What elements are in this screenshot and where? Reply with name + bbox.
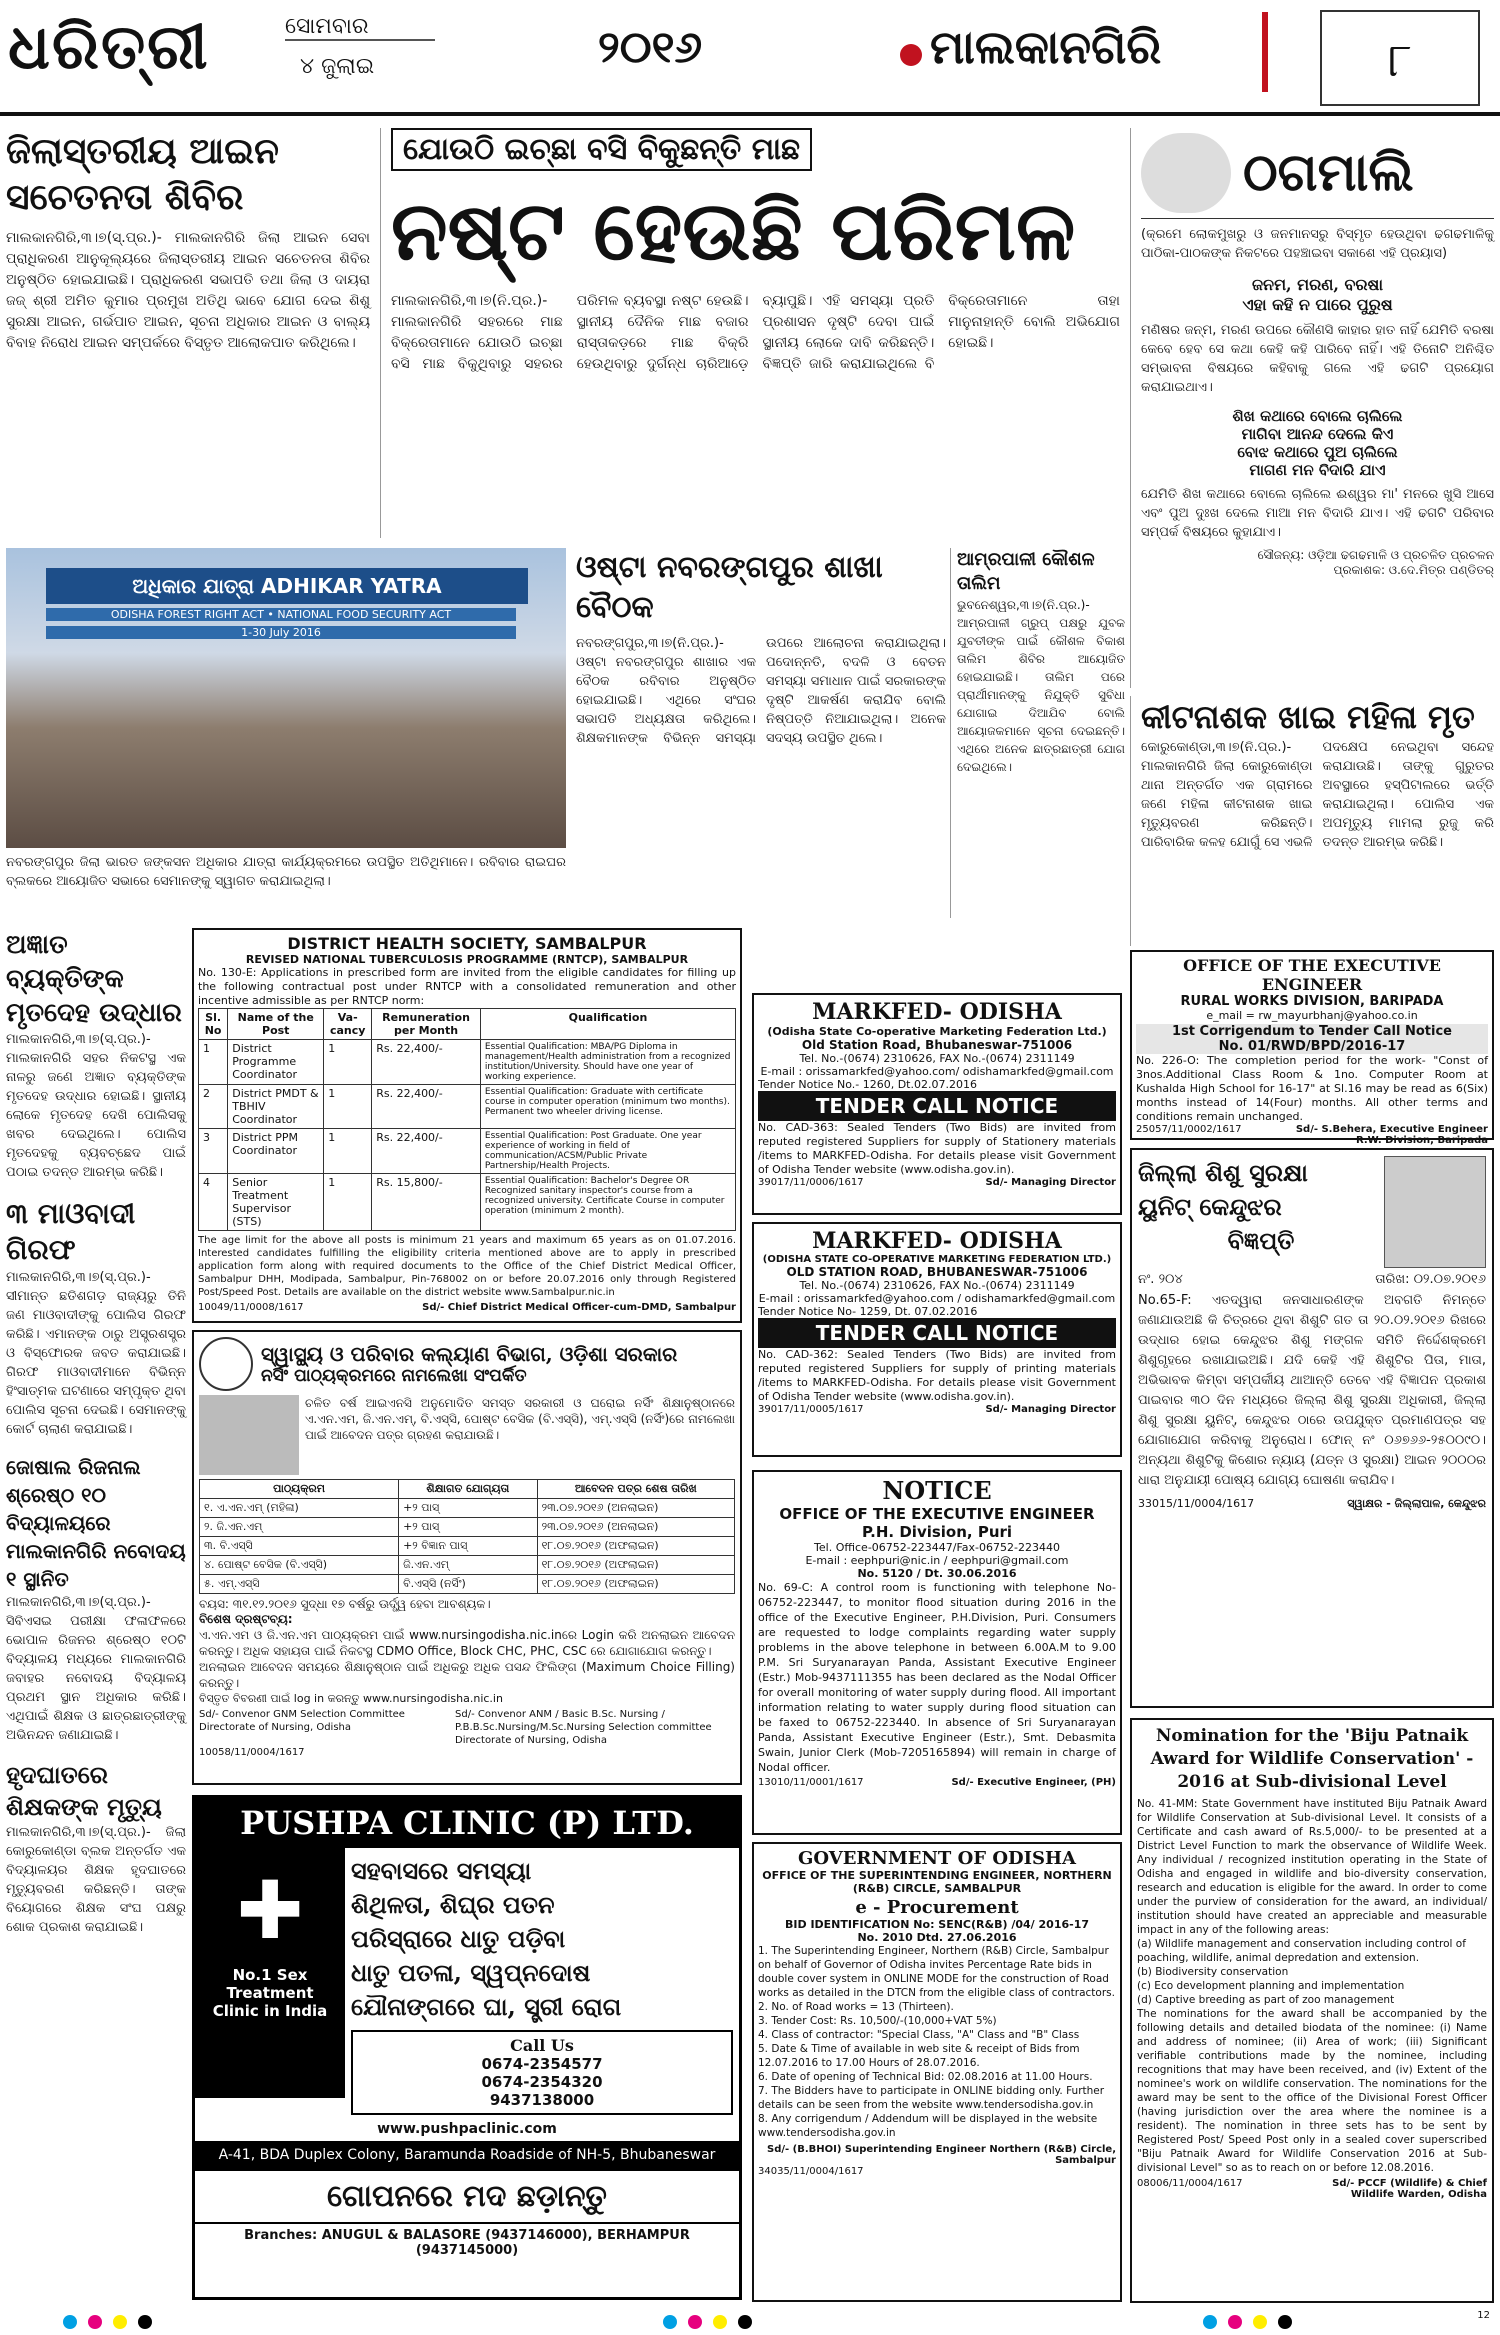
table-cell: ଜି.ଏନ.ଏମ୍ — [399, 1556, 538, 1575]
ad-title: MARKFED- ODISHA — [812, 999, 1062, 1025]
ad-area-item: (a) Wildlife management and conservation including control of poaching, wildlife, animal depredation and extension. — [1137, 1938, 1466, 1964]
ad-item: 5. Date & Time of available in web site & receipt of Bids from 12.07.2016 to 17.00 Hours of 28.07.2016. — [758, 2043, 1080, 2069]
ad-area-item: (b) Biodiversity conservation — [1137, 1966, 1289, 1978]
table-row — [200, 1556, 735, 1575]
table-header: ପାଠ୍ୟକ୍ରମ — [200, 1480, 399, 1499]
table-cell: District PPM Coordinator — [228, 1129, 324, 1174]
ad-ref: 25057/11/0002/1617 — [1136, 1124, 1242, 1135]
table-cell: Rs. 15,800/- — [372, 1174, 481, 1231]
verse-line: ଶିଖ କଥାରେ ବୋଲେ ଚାଲିଲେ — [1232, 407, 1403, 425]
table-cell: District PMDT & TBHIV Coordinator — [228, 1085, 324, 1129]
ad-child-protection-keonjhar — [1130, 1148, 1494, 1708]
ad-signature: Sd/- Managing Director — [985, 1177, 1116, 1188]
ad-footer: The age limit for the above all posts is minimum 21 years and maximum 65 years as on 01.07.2016. Interested candidates fulfilling the eligibility criteria mentioned above are to apply in prescribed application form along with required documents to the Office of the Chief District Medical Officer, Sambalpur DHH, Modipada, Sambalpur, Pin-768002 on or before 20.07.2016 only through Registered Post/Speed Post. Details are available on the district website www.Sambalpur.nic.in — [198, 1235, 736, 1298]
table-cell: Essential Qualification: MBA/PG Diploma in management/Health administration from a recognized institution/University. Should have one year of working experience. — [480, 1040, 735, 1085]
table-cell: +୨ ବିଜ୍ଞାନ ପାସ୍ — [399, 1537, 538, 1556]
table-row — [199, 1085, 736, 1129]
ad-subtitle: (ODISHA STATE CO-OPERATIVE MARKETING FEDERATION LTD.) — [762, 1254, 1112, 1265]
yellow-swatch-icon — [1253, 2315, 1267, 2329]
ad-notice-number: No. 5120 / Dt. 30.06.2016 — [857, 1567, 1017, 1580]
yellow-swatch-icon — [713, 2315, 727, 2329]
newspaper-logo: ଧରିତ୍ରୀ — [8, 10, 210, 83]
table-cell: District Programme Coordinator — [228, 1040, 324, 1085]
ad-intro: No. 130-E: Applications in prescribed form are invited from the eligible candidates for filling up the following contractual post under RNTCP with a consolidated remuneration and other incentive admissible as per RNTCP norm: — [198, 966, 736, 1007]
table-header: ଶିକ୍ଷାଗତ ଯୋଗ୍ୟତା — [399, 1480, 538, 1499]
table-cell: Senior Treatment Supervisor (STS) — [228, 1174, 324, 1231]
story-headline: କୀଟନାଶକ ଖାଇ ମହିଳା ମୃତ — [1141, 698, 1475, 736]
ad-notice-number: No. 01/RWD/BPD/2016-17 — [1136, 1039, 1488, 1054]
ad-note-2: ଅନଲାଇନ ଆବେଦନ ସମୟରେ ଶିକ୍ଷାନୁଷ୍ଠାନ ପାଇଁ ଅଧିକରୁ ଅଧିକ ପସନ୍ଦ ଫିଲିଙ୍ଗ (Maximum Choice Filling) କରନ୍ତୁ। — [199, 1660, 735, 1690]
ad-address: OLD STATION ROAD, BHUBANESWAR-751006 — [786, 1265, 1088, 1279]
table-cell: ୧୮.୦୭.୨୦୧୬ (ଅଫଲାଇନ) — [537, 1575, 734, 1594]
ad-signature: Sd/- Managing Director — [985, 1404, 1116, 1415]
magenta-swatch-icon — [1228, 2315, 1242, 2329]
ad-heading: e - Procurement — [855, 1897, 1019, 1918]
story-headline: ୩ ମାଓବାଦୀ ଗିରଫ — [6, 1197, 136, 1266]
table-cell: ୧. ଏ.ଏନ.ଏମ୍ (ମହିଳା) — [200, 1499, 399, 1518]
story-fish — [380, 128, 1120, 538]
ad-body: No. CAD-362: Sealed Tenders (Two Bids) are invited from reputed registered Suppliers for supply of printing materials /items to MARKFED-Odisha. For details please visit Government of Odisha Tender website (www.odisha.gov.in). — [758, 1348, 1116, 1403]
column-publisher: ପ୍ରକାଶକ: ଓ.ଦେ.ମିତ୍ର ପଣ୍ଡିତର୍ — [1333, 563, 1494, 577]
odisha-emblem-icon — [199, 1337, 253, 1391]
registration-strip — [0, 2308, 1500, 2335]
story-headline: ହୃଦଘାତରେ ଶିକ୍ଷକଙ୍କ ମୃତ୍ୟୁ — [6, 1760, 162, 1821]
table-cell: ୧୮.୦୭.୨୦୧୬ (ଅଫଲାଇନ) — [537, 1556, 734, 1575]
ad-heading: TENDER CALL NOTICE — [758, 1091, 1116, 1121]
ad-phone: Tel. No.-(0674) 2310626, FAX No.-(0674) 2311149 — [799, 1279, 1075, 1292]
column-intro: (କ୍ରମେ ଲୋକମୁଖରୁ ଓ ଜନମାନସରୁ ବିସ୍ମୃତ ହେଉଥିବା ଢଗଢମାଳିକୁ ପାଠିକା-ପାଠକଙ୍କ ନିକଟରେ ପହଞ୍ଚାଇବା ସକାଶେ ଏହି ପ୍ରୟାସ) — [1141, 227, 1494, 261]
table-cell: ୧୮.୦୭.୨୦୧୬ (ଅଫଲାଇନ) — [537, 1537, 734, 1556]
ad-heading: 1st Corrigendum to Tender Call Notice — [1136, 1024, 1488, 1039]
cyan-swatch-icon — [1203, 2315, 1217, 2329]
table-cell: Essential Qualification: Bachelor's Degree OR Recognized sanitary inspector's course from a recognized university. Certificate Course in computer operation (minimum 2 month). — [480, 1174, 735, 1231]
ad-body: No.65-F: ଏତଦ୍ୱାରା ଜନସାଧାରଣଙ୍କ ଅବଗତି ନିମନ୍ତେ ଜଣାଯାଉଅଛି କି ଚିତ୍ରରେ ଥିବା ଶିଶୁଟି ଗତ ତା ୨୦.୦୨.୨୦୧୬ ରିଖରେ ଉଦ୍ଧାର ହୋଇ କେନ୍ଦୁଝର ଶିଶୁ ମଙ୍ଗଳ ସମିତି ନିର୍ଦ୍ଦେଶକ୍ରମେ ଶିଶୁଗୃହରେ ରଖାଯାଇଅଛି। ଯଦି କେହି ଏହି ଶିଶୁଟିର ପିତା, ମାତା, ଅଭିଭାବକ କିମ୍ବା ସମ୍ପର୍କୀୟ ଥାଆନ୍ତି ତେବେ ଏହି ବିଜ୍ଞାପନ ପ୍ରକାଶ ପାଇବାର ୩୦ ଦିନ ମଧ୍ୟରେ ଜିଲ୍ଲା ଶିଶୁ ସୁରକ୍ଷା ଅଧିକାରୀ, ଜିଲ୍ଲା ଶିଶୁ ସୁରକ୍ଷା ୟୁନିଟ୍, କେନ୍ଦୁଝର ଠାରେ ଉପଯୁକ୍ତ ପ୍ରମାଣପତ୍ର ସହ ଯୋଗାଯୋଗ କରିବାକୁ ଅନୁରୋଧ। ଫୋନ୍ ନଂ ୦୬୭୬୬-୨୫୦୦୯୦। ଅନ୍ୟଥା ଶିଶୁଟିକୁ କିଶୋର ନ୍ୟାୟ (ଯତ୍ନ ଓ ସୁରକ୍ଷା) ଆଇନ ୨୦୦୦ର ଧାରା ଅନୁଯାୟୀ ପୋଷ୍ୟ ଯୋଗ୍ୟ ଘୋଷଣା କରାଯିବ। — [1138, 1293, 1486, 1488]
verse-line: ଜନମ, ମରଣ, ବରଷା — [1251, 275, 1384, 294]
ad-age: ବୟସ: ୩୧.୧୨.୨୦୧୬ ସୁଦ୍ଧା ୧୭ ବର୍ଷରୁ ଊର୍ଦ୍ଧ୍ୱ ହେବା ଆବଶ୍ୟକ। — [199, 1597, 491, 1611]
table-cell: Rs. 22,400/- — [372, 1040, 481, 1085]
table-row — [199, 1129, 736, 1174]
cyan-swatch-icon — [63, 2315, 77, 2329]
story-headline: ଅଜ୍ଞାତ ବ୍ୟକ୍ତିଙ୍କ ମୃତଦେହ ଉଦ୍ଧାର — [6, 930, 182, 1028]
ad-bid-id: BID IDENTIFICATION No: SENC(R&B) /04/ 2016-17 — [785, 1918, 1089, 1931]
edition-name: ମାଲକାନଗିରି — [930, 20, 1162, 74]
table-header: Va-cancy — [324, 1009, 372, 1040]
ad-district-health-society — [192, 928, 742, 1323]
clinic-branches: Branches: ANUGUL & BALASORE (9437146000), BERHAMPUR (9437145000) — [244, 2228, 690, 2258]
ad-subtitle: ନର୍ସିଂ ପାଠ୍ୟକ୍ରମରେ ନାମଲେଖା ସଂପର୍କିତ — [261, 1366, 527, 1386]
ad-signature: Sd/- Convenor GNM Selection Committee Directorate of Nursing, Odisha — [199, 1709, 405, 1733]
table-cell: 2 — [199, 1085, 228, 1129]
cyan-swatch-icon — [663, 2315, 677, 2329]
ad-title: ୟୁନିଟ୍ କେନ୍ଦୁଝର — [1138, 1192, 1282, 1221]
story-body: ଭୁବନେଶ୍ୱର,୩।୭(ନି.ପ୍ର.)- ଆମ୍ରପାଳୀ ଗ୍ରୁପ୍ ପକ୍ଷରୁ ଯୁବକ ଯୁବତୀଙ୍କ ପାଇଁ କୌଶଳ ବିକାଶ ତାଲିମ ଶିବିର ଆୟୋଜିତ ହୋଇଯାଇଛି। ତାଲିମ ପରେ ପ୍ରାର୍ଥୀମାନଙ୍କୁ ନିଯୁକ୍ତି ସୁବିଧା ଯୋଗାଇ ଦିଆଯିବ ବୋଲି ଆୟୋଜକମାନେ ସୂଚନା ଦେଇଛନ୍ତି। ଏଥିରେ ଅନେକ ଛାତ୍ରଛାତ୍ରୀ ଯୋଗ ଦେଇଥିଲେ। — [957, 598, 1125, 774]
black-swatch-icon — [738, 2315, 752, 2329]
ad-ref: 10058/11/0004/1617 — [199, 1747, 305, 1758]
table-cell: ୨୩.୦୭.୨୦୧୬ (ଅନଲାଇନ) — [537, 1518, 734, 1537]
thagamali-column — [1130, 128, 1494, 688]
table-cell: 1 — [324, 1085, 372, 1129]
ad-subtitle: ବିଜ୍ଞପ୍ତି — [1227, 1226, 1295, 1255]
ad-subtitle: (Odisha State Co-operative Marketing Federation Ltd.) — [767, 1025, 1107, 1038]
ad-heading: TENDER CALL NOTICE — [758, 1318, 1116, 1348]
nurse-photo — [199, 1395, 299, 1475]
clinic-slogan: ଗୋପନରେ ମଦ ଛଡ଼ାନ୍ତୁ — [195, 2169, 739, 2224]
table-cell: 1 — [324, 1174, 372, 1231]
ad-notice-number: Tender Notice No.- 1260, Dt.02.07.2016 — [758, 1078, 977, 1091]
table-row — [200, 1499, 735, 1518]
color-registration-marks — [660, 2314, 755, 2333]
ad-signature: Sd/- PCCF (Wildlife) & Chief Wildlife Warden, Odisha — [1332, 2178, 1487, 2200]
table-cell: +୨ ପାସ୍ — [399, 1518, 538, 1537]
ad-body: No. 69-C: A control room is functioning with telephone No- 06752-223447, to monitor flood situation during 2016 in the office of the Executive Engineer, P.H.Division, Puri. Consumers are requested to lodge complaints regarding water supply problems in the above telephone in between 6.00A.M to 9.00 P.M. Sri Suryanarayan Panda, Assistant Executive Engineer (Estr.) Mob-9437111355 has been declared as the Nodal Officer for overall monitoring of water supply during flood. All important information relating to water supply during flood situation can be faxed to 06752-223440. In absence of Sri Suryanarayan Panda, Assistant Executive Engineer (Estr.), Smt. Debasmita Swain, Junior Clerk (Mob-7205165894) will remain in charge of Nodal officer. — [758, 1581, 1116, 1774]
courses-table — [199, 1479, 735, 1594]
table-cell: ୩. ବି.ଏସ୍ସି — [200, 1537, 399, 1556]
ad-item: 2. No. of Road works = 13 (Thirteen). — [758, 2001, 954, 2013]
ad-signature: Sd/- Executive Engineer, (PH) — [951, 1777, 1116, 1788]
table-header: ଆବେଦନ ପତ୍ର ଶେଷ ତାରିଖ — [537, 1480, 734, 1499]
print-page-number: 12 — [1477, 2310, 1490, 2321]
ad-signature: Sd/- (B.BHOI) Superintending Engineer Northern (R&B) Circle, Sambalpur — [767, 2144, 1116, 2166]
ad-e-procurement — [752, 1842, 1122, 2302]
column-title: ଠଗମାଲି — [1243, 142, 1414, 203]
ad-email: e_mail = rw_mayurbhanj@yahoo.co.in — [1206, 1009, 1418, 1022]
ad-ref: 34035/11/0004/1617 — [758, 2166, 864, 2177]
ad-notice-number: ନଂ. ୨୦୪ — [1138, 1272, 1183, 1287]
clinic-line: ଶିଥିଳତା, ଶିଘ୍ର ପତନ — [351, 1890, 555, 1919]
ad-body: No. 41-MM: State Government have instituted Biju Patnaik Award for Wildlife Conservation at Sub-divisional Level. It consists of a Certificate and cash award of Rs.5,000/- to be presented at a District Level Function to mark the observance of Wildlife Week. Any individual / recognized institution operating in the State of Odisha and engaged in wildlife and bio-diversity conservation, research and education is eligible for the award. In order to come under the purview of consideration for the award, an individual/ institution should have created an appreciable and measurable impact in any of the following areas: — [1137, 1798, 1487, 1936]
photo-caption: ନବରଙ୍ଗପୁର ଜିଲା ଭାରତ ଜଙ୍କସନ ଅଧିକାର ଯାତ୍ରା କାର୍ଯ୍ୟକ୍ରମରେ ଉପସ୍ଥିତ ଅତିଥିମାନେ। ରବିବାର ରାଇଘର ବ୍ଲକରେ ଆୟୋଜିତ ସଭାରେ ସେମାନଙ୍କୁ ସ୍ୱାଗତ କରାଯାଇଥିଲା। — [6, 855, 566, 889]
story-headline: ନଷ୍ଟ ହେଉଛି ପରିମଳ — [391, 183, 1076, 279]
masthead-rule — [0, 112, 1500, 116]
table-cell: 4 — [199, 1174, 228, 1231]
table-cell: ୨. ଜି.ଏନ.ଏମ୍ — [200, 1518, 399, 1537]
masthead — [0, 0, 1500, 118]
ad-body-2: The nominations for the award shall be accompanied by the following details and detailed biodata of the nominee: (i) Name and address of nominee; (ii) Area of work; (iii) Significant verifiable contributions made by the nominee, including recognitions that may have been received, and (iv) Extent of the nominee's work on wildlife conservation. The nominations for the award may be sent to the office of the Divisional Forest Officer (having jurisdiction over the area where the nominee is a resident). The nomination in three sets has to be sent by Registered Post/ Speed Post only in a sealed cover superscribed "Biju Patnaik Award for Wildlife Conservation 2016 at Sub-divisional Level" so as to reach on or before 12.08.2016. — [1137, 2008, 1487, 2174]
ad-title: ଜିଲ୍ଲା ଶିଶୁ ସୁରକ୍ଷା — [1138, 1158, 1308, 1187]
story-body: କୋରୁକୋଣ୍ଡା,୩।୭(ନି.ପ୍ର.)- ମାଲକାନଗିରି ଜିଲା କୋରୁକୋଣ୍ଡା ଥାନା ଅନ୍ତର୍ଗତ ଏକ ଗ୍ରାମରେ ଜଣେ ମହିଳା କୀଟନାଶକ ଖାଇ ମୃତ୍ୟୁବରଣ କରିଛନ୍ତି। ପାରିବାରିକ କଳହ ଯୋଗୁଁ ସେ ଏଭଳି ପଦକ୍ଷେପ ନେଇଥିବା ସନ୍ଦେହ କରାଯାଉଛି। ତାଙ୍କୁ ଗୁରୁତର ଅବସ୍ଥାରେ ହସ୍ପିଟାଲରେ ଭର୍ତ୍ତି କରାଯାଇଥିଲା। ପୋଲିସ ଏକ ଅପମୃତ୍ୟୁ ମାମଲା ରୁଜୁ କରି ତଦନ୍ତ ଆରମ୍ଭ କରିଛି। — [1141, 740, 1494, 850]
ad-ref: 33015/11/0004/1617 — [1138, 1497, 1255, 1510]
clinic-website: www.pushpaclinic.com — [377, 2121, 557, 2137]
ad-date: ତାରିଖ: ୦୨.୦୭.୨୦୧୬ — [1375, 1272, 1486, 1287]
ad-area-item: (d) Captive breeding as part of zoo management — [1137, 1994, 1395, 2006]
table-cell: ବି.ଏସ୍ସି (ନର୍ସିଂ) — [399, 1575, 538, 1594]
ad-title: ସ୍ୱାସ୍ଥ୍ୟ ଓ ପରିବାର କଲ୍ୟାଣ ବିଭାଗ, ଓଡ଼ିଶା ସରକାର — [261, 1342, 678, 1366]
clinic-address: A-41, BDA Duplex Colony, Baramunda Roadside of NH-5, Bhubaneswar — [195, 2141, 739, 2169]
ad-notice-ph-puri — [752, 1470, 1122, 1835]
black-swatch-icon — [1278, 2315, 1292, 2329]
ad-rural-works-baripada — [1130, 950, 1494, 1146]
table-cell: 1 — [324, 1040, 372, 1085]
ad-office: OFFICE OF THE SUPERINTENDING ENGINEER, NORTHERN (R&B) CIRCLE, SAMBALPUR — [762, 1869, 1112, 1895]
verse-line: ମାଗିବା ଆନନ୍ଦ ଦେଲେ କିଏ — [1241, 425, 1394, 443]
photo-adhikar-yatra — [6, 548, 566, 918]
table-cell: 3 — [199, 1129, 228, 1174]
table-header: Remuneration per Month — [372, 1009, 481, 1040]
ad-phone: Tel. No.-(0674) 2310626, FAX No.-(0674) 2311149 — [799, 1052, 1075, 1065]
color-registration-marks — [1200, 2314, 1295, 2333]
table-cell: 1 — [199, 1040, 228, 1085]
story-body: ମାଲକାନଗିରି,୩।୭(ସ୍.ପ୍ର.)- ସିବିଏସଇ ପରୀକ୍ଷା ଫଳାଫଳରେ ଭୋପାଳ ରିଜନର ଶ୍ରେଷ୍ଠ ୧୦ଟି ବିଦ୍ୟାଳୟ ମଧ୍ୟରେ ମାଲକାନଗିରି ଜବାହର ନବୋଦୟ ବିଦ୍ୟାଳୟ ପ୍ରଥମ ସ୍ଥାନ ଅଧିକାର କରିଛି। ଏଥିପାଇଁ ଶିକ୍ଷକ ଓ ଛାତ୍ରଛାତ୍ରୀଙ୍କୁ ଅଭିନନ୍ଦନ ଜଣାଯାଇଛି। — [6, 1595, 186, 1743]
ad-signature: Sd/- Convenor ANM / Basic B.Sc. Nursing / P.B.B.Sc.Nursing/M.Sc.Nursing Selection committee Directorate of Nursing, Odisha — [455, 1709, 712, 1746]
table-cell: 1 — [324, 1129, 372, 1174]
ad-item: 1. The Superintending Engineer, Northern (R&B) Circle, Sambalpur on behalf of Governor of Odisha invites Percentage Rate bids in double cover system in ONLINE MODE for the construction of Road works as detailed in the DTCN from the eligible class of contractors. — [758, 1945, 1115, 1999]
clinic-phone: 0674-2354577 — [481, 2055, 603, 2073]
ad-ref: 13010/11/0001/1617 — [758, 1777, 864, 1788]
story-kicker: ଯୋଉଠି ଇଚ୍ଛା ବସି ବିକୁଛନ୍ତି ମାଛ — [391, 128, 812, 171]
clinic-line: ଧାତୁ ପତଳା, ସ୍ୱପ୍ନଦୋଷ — [351, 1958, 591, 1987]
verse-line: ଏହା କହି ନ ପାରେ ପୁରୁଷ — [1242, 295, 1393, 314]
ad-ref: 39017/11/0006/1617 — [758, 1177, 864, 1188]
ad-body: No. CAD-363: Sealed Tenders (Two Bids) are invited from reputed registered Suppliers for supply of Stationery materials /items to MARKFED-Odisha. For details please visit Government of Odisha Tender website (www.odisha.gov.in). — [758, 1121, 1116, 1176]
ad-signature: Sd/- S.Behera, Executive Engineer R.W. Division, Baripada — [1295, 1124, 1488, 1146]
medical-cross-icon: ✚ — [236, 1864, 304, 1957]
ad-division: P.H. Division, Puri — [861, 1523, 1013, 1541]
clinic-line: ଯୌନାଙ୍ଗରେ ଘା, ସ୍ତ୍ରୀ ରୋଗ — [351, 1992, 622, 2021]
table-cell: ୨୩.୦୭.୨୦୧୬ (ଅନଲାଇନ) — [537, 1499, 734, 1518]
table-row — [200, 1518, 735, 1537]
table-cell: +୨ ପାସ୍ — [399, 1499, 538, 1518]
ad-biju-patnaik-award — [1130, 1718, 1494, 2303]
table-row — [200, 1575, 735, 1594]
verse-line: ବୋଝ କଥାରେ ପୁଅ ଚାଲିଲେ — [1237, 443, 1398, 461]
ad-note: ଏ.ଏନ.ଏମ ଓ ଜି.ଏନ.ଏମ ପାଠ୍ୟକ୍ରମ ପାଇଁ www.nursingodisha.nic.inରେ Login କରି ଅନଲାଇନ ଆବେଦନ କରନ୍ତୁ। ଅଧିକ ସହାୟତା ପାଇଁ ନିକଟସ୍ଥ CDMO Office, Block CHC, PHC, CSC ରେ ଯୋଗାଯୋଗ କରନ୍ତୁ। — [199, 1628, 735, 1658]
ad-signature: ସ୍ୱାକ୍ଷର - ଜିଲ୍ଲାପାଳ, କେନ୍ଦୁଝର — [1347, 1497, 1486, 1510]
verse-line: ମାଗଣ ମନ ବିଦାରି ଯାଏ — [1249, 461, 1386, 479]
table-header: Name of the Post — [228, 1009, 324, 1040]
table-cell: Essential Qualification: Graduate with certificate course in computer operation (minimum two months). Permanent two wheeler driving license. — [480, 1085, 735, 1129]
ad-markfed-printing — [752, 1222, 1122, 1457]
table-cell: Rs. 22,400/- — [372, 1085, 481, 1129]
column-credit: ସୌଜନ୍ୟ: ଓଡ଼ିଆ ଢଗଢମାଳି ଓ ପ୍ରଚଳିତ ପ୍ରଚଳନ — [1257, 548, 1494, 562]
left-column-stories — [6, 928, 186, 2303]
ad-title: Nomination for the 'Biju Patnaik Award for Wildlife Conservation' - 2016 at Sub-divisional Level — [1150, 1726, 1474, 1792]
ad-item: 4. Class of contractor: "Special Class, "A" Class and "B" Class — [758, 2029, 1080, 2041]
ad-body: No. 226-O: The completion period for the work- "Const of 3nos.Additional Class Room & 1no. Computer Room at Kushalda High School for 16-17" at Sl.16 may be read as 6(Six) months instead of 14(Four) months. All other terms and conditions remain unchanged. — [1136, 1054, 1488, 1123]
ad-note-title: ବିଶେଷ ଦ୍ରଷ୍ଟବ୍ୟ: — [199, 1612, 293, 1626]
ad-subtitle: RURAL WORKS DIVISION, BARIPADA — [1180, 994, 1444, 1009]
ad-phone: Tel. Office-06752-223447/Fax-06752-223440 — [814, 1541, 1060, 1554]
issue-year: ୨୦୧୬ — [597, 22, 703, 73]
story-nabarangpur — [576, 548, 946, 918]
ad-title: OFFICE OF THE EXECUTIVE ENGINEER — [1183, 956, 1441, 994]
ad-office: OFFICE OF THE EXECUTIVE ENGINEER — [779, 1505, 1095, 1523]
ad-title: DISTRICT HEALTH SOCIETY, SAMBALPUR — [287, 934, 647, 953]
ad-ref: 10049/11/0008/1617 — [198, 1302, 304, 1313]
cartoon-figure-icon — [1141, 133, 1231, 213]
ad-subtitle: REVISED NATIONAL TUBERCULOSIS PROGRAMME (RNTCP), SAMBALPUR — [245, 953, 689, 966]
clinic-phone: 0674-2354320 — [481, 2073, 603, 2091]
ad-item: 7. The Bidders have to participate in ONLINE bidding only. Further details can be seen from the website www.tendersodisha.gov.in — [758, 2085, 1105, 2111]
photo-banner-sub: ODISHA FOREST RIGHT ACT • NATIONAL FOOD SECURITY ACT — [46, 608, 516, 621]
table-cell: ୪. ପୋଷ୍ଟ ବେସିକ (ବି.ଏସ୍ସି) — [200, 1556, 399, 1575]
story-headline: ଆମ୍ରପାଳୀ କୌଶଳ ତାଲିମ — [957, 549, 1095, 594]
ad-item: 3. Tender Cost: Rs. 10,500/-(10,000+VAT 5%) — [758, 2015, 997, 2027]
story-headline: ଜୋଷାଲ ରିଜନାଲ ଶ୍ରେଷ୍ଠ ୧୦ ବିଦ୍ୟାଳୟରେ ମାଲକାନଗିରି ନବୋଦୟ ୧ ସ୍ଥାନିତ — [6, 1455, 186, 1591]
ad-item: 6. Date of opening of Technical Bid: 02.08.2016 at 11.00 Hours. — [758, 2071, 1093, 2083]
story-pesticide — [1130, 696, 1494, 946]
ad-signature: Sd/- Chief District Medical Officer-cum-DMD, Sambalpur — [422, 1302, 736, 1313]
table-cell: ୫. ଏମ୍.ଏସ୍ସି — [200, 1575, 399, 1594]
column-body: ମଣିଷର ଜନ୍ମ, ମରଣ ଉପରେ କୌଣସି କାହାର ହାତ ନାହିଁ ଯେମିତି ବରଷା କେବେ ହେବ ସେ କଥା କେହି କହି ପାରିବେ ନାହିଁ। ଏହି ତିନୋଟି ଅନିଶ୍ଚିତ ସମ୍ଭାବନା ବିଷୟରେ କହିବାକୁ ଗଲେ ଏହି ଢଗଟି ପ୍ରୟୋଗ କରାଯାଇଥାଏ। — [1141, 323, 1494, 395]
story-legal-camp — [6, 128, 370, 538]
ad-markfed-stationery — [752, 993, 1122, 1215]
table-header: Qualification — [480, 1009, 735, 1040]
ad-area-item: (c) Eco development planning and implementation — [1137, 1980, 1405, 1992]
call-label: Call Us — [510, 2036, 574, 2055]
ad-ref: 39017/11/0005/1617 — [758, 1404, 864, 1415]
black-swatch-icon — [138, 2315, 152, 2329]
masthead-divider — [1262, 12, 1268, 92]
ad-website: ବିସ୍ତୃତ ବିବରଣୀ ପାଇଁ log in କରନ୍ତୁ www.nursingodisha.nic.in — [199, 1692, 503, 1705]
clinic-tagline: No.1 Sex Treatment Clinic in India — [212, 1966, 328, 2020]
ad-email: E-mail : orissamarkfed@yahoo.com / odishamarkfed@gmail.com — [758, 1292, 1116, 1305]
ad-notice-number: Tender Notice No- 1259, Dt. 07.02.2016 — [758, 1305, 978, 1318]
table-row — [199, 1040, 736, 1085]
ad-pushpa-clinic — [192, 1795, 742, 2300]
ad-item: 8. Any corrigendum / Addendum will be displayed in the website www.tendersodisha.gov.in — [758, 2113, 1098, 2139]
story-headline: ଜିଲାସ୍ତରୀୟ ଆଇନ ସଚେତନତା ଶିବିର — [6, 130, 279, 218]
ad-heading: NOTICE — [882, 1476, 992, 1505]
magenta-swatch-icon — [688, 2315, 702, 2329]
ad-email: E-mail : eephpuri@nic.in / eephpuri@gmail.com — [805, 1554, 1069, 1567]
ad-intro: ଚଳିତ ବର୍ଷ ଆଇଏନସି ଅନୁମୋଦିତ ସମସ୍ତ ସରକାରୀ ଓ ଘରୋଇ ନର୍ସିଂ ଶିକ୍ଷାନୁଷ୍ଠାନରେ ଏ.ଏନ.ଏମ, ଜି.ଏନ.ଏମ୍, ବି.ଏସ୍ସି, ପୋଷ୍ଟ ବେସିକ (ବି.ଏସ୍ସି), ଏମ୍.ଏସ୍ସି (ନର୍ସିଂ)ରେ ନାମଲେଖା ପାଇଁ ଆବେଦନ ପତ୍ର ଗ୍ରହଣ କରାଯାଉଛି। — [305, 1396, 735, 1442]
story-body: ମାଲକାନଗିରି,୩।୭(ନି.ପ୍ର.)- ମାଲକାନଗିରି ସହରରେ ମାଛ ବିକ୍ରେତାମାନେ ଯୋଉଠି ଇଚ୍ଛା ବସି ମାଛ ବିକୁଥିବାରୁ ସହରର ପରିମଳ ବ୍ୟବସ୍ଥା ନଷ୍ଟ ହେଉଛି। ସ୍ଥାନୀୟ ଦୈନିକ ମାଛ ବଜାର ରାସ୍ତାକଡ଼ରେ ମାଛ ବିକ୍ରି ହେଉଥିବାରୁ ଦୁର୍ଗନ୍ଧ ଚାରିଆଡ଼େ ବ୍ୟାପୁଛି। ଏହି ସମସ୍ୟା ପ୍ରତି ପ୍ରଶାସନ ଦୃଷ୍ଟି ଦେବା ପାଇଁ ସ୍ଥାନୀୟ ଲୋକେ ଦାବି କରିଛନ୍ତି। ବିଜ୍ଞପ୍ତି ଜାରି କରାଯାଇଥିଲେ ବି ବିକ୍ରେତାମାନେ ତାହା ମାନୁନାହାନ୍ତି ବୋଲି ଅଭିଯୋଗ ହୋଇଛି। — [391, 293, 1120, 372]
story-skill-training — [950, 548, 1125, 918]
photo-banner-dates: 1-30 July 2016 — [46, 626, 516, 639]
story-body: ମାଲକାନଗିରି,୩।୭(ସ୍.ପ୍ର.)- ମାଲକାନଗିରି ସହର ନିକଟସ୍ଥ ଏକ ନାଳରୁ ଜଣେ ଅଜ୍ଞାତ ବ୍ୟକ୍ତିଙ୍କ ମୃତଦେହ ଉଦ୍ଧାର ହୋଇଛି। ସ୍ଥାନୀୟ ଲୋକେ ମୃତଦେହ ଦେଖି ପୋଲିସକୁ ଖବର ଦେଇଥିଲେ। ପୋଲିସ ମୃତଦେହକୁ ବ୍ୟବଚ୍ଛେଦ ପାଇଁ ପଠାଇ ତଦନ୍ତ ଆରମ୍ଭ କରିଛି। — [6, 1032, 186, 1180]
clinic-line: ପରିସ୍ରାରେ ଧାତୁ ପଡ଼ିବା — [351, 1924, 566, 1953]
table-row — [200, 1537, 735, 1556]
ad-nursing-admission — [192, 1330, 742, 1785]
yellow-swatch-icon — [113, 2315, 127, 2329]
story-body: ନବରଙ୍ଗପୁର,୩।୭(ନି.ପ୍ର.)- ଓଷ୍ଟା ନବରଙ୍ଗପୁର ଶାଖାର ଏକ ବୈଠକ ରବିବାର ଅନୁଷ୍ଠିତ ହୋଇଯାଇଛି। ଏଥିରେ ସଂଘର ସଭାପତି ଅଧ୍ୟକ୍ଷତା କରିଥିଲେ। ଶିକ୍ଷକମାନଙ୍କ ବିଭିନ୍ନ ସମସ୍ୟା ଉପରେ ଆଲୋଚନା କରାଯାଇଥିଲା। ପଦୋନ୍ନତି, ବଦଳି ଓ ବେତନ ସମସ୍ୟା ସମାଧାନ ପାଇଁ ସରକାରଙ୍କ ଦୃଷ୍ଟି ଆକର୍ଷଣ କରାଯିବ ବୋଲି ନିଷ୍ପତ୍ତି ନିଆଯାଇଥିଲା। ଅନେକ ସଦସ୍ୟ ଉପସ୍ଥିତ ଥିଲେ। — [576, 636, 946, 746]
ad-email: E-mail : orissamarkfed@yahoo.com/ odishamarkfed@gmail.com — [760, 1065, 1114, 1078]
ad-ref: 08006/11/0004/1617 — [1137, 2178, 1243, 2189]
posts-table — [198, 1008, 736, 1231]
issue-date: ୪ ଜୁଲାଇ — [300, 54, 375, 79]
story-body: ମାଲକାନଗିରି,୩।୭(ସ୍.ପ୍ର.)- ସୀମାନ୍ତ ଛତିଶଗଡ଼ ରାଜ୍ୟରୁ ତିନି ଜଣ ମାଓବାଦୀଙ୍କୁ ପୋଲିସ ଗିରଫ କରିଛି। ଏମାନଙ୍କ ଠାରୁ ଅସ୍ତ୍ରଶସ୍ତ୍ର ଓ ବିସ୍ଫୋରକ ଜବତ କରାଯାଇଛି। ଗିରଫ ମାଓବାଦୀମାନେ ବିଭିନ୍ନ ହିଂସାତ୍ମକ ଘଟଣାରେ ସମ୍ପୃକ୍ତ ଥିବା ପୋଲିସ ସୂଚନା ଦେଇଛି। ସେମାନଙ୍କୁ କୋର୍ଟ ଚାଲାଣ କରାଯାଇଛି। — [6, 1270, 186, 1437]
table-cell: Rs. 22,400/- — [372, 1129, 481, 1174]
clinic-line: ସହବାସରେ ସମସ୍ୟା — [351, 1856, 532, 1885]
page-number: ୮ — [1320, 10, 1480, 106]
table-row — [199, 1174, 736, 1231]
child-photo — [1384, 1156, 1486, 1268]
clinic-name: PUSHPA CLINIC (P) LTD. — [195, 1798, 739, 1848]
table-cell: Essential Qualification: Post Graduate. One year experience of working in field of communication/ACSM/Public Private Partnership/Health Projects. — [480, 1129, 735, 1174]
photo-banner-text: ଅଧିକାର ଯାତ୍ରା ADHIKAR YATRA — [46, 568, 528, 604]
story-body: ମାଲକାନଗିରି,୩।୭(ସ୍.ପ୍ର.)- ମାଲକାନଗିରି ଜିଲା ଆଇନ ସେବା ପ୍ରାଧିକରଣ ଆନୁକୂଲ୍ୟରେ ଜିଲାସ୍ତରୀୟ ଆଇନ ସଚେତନତା ଶିବିର ଅନୁଷ୍ଠିତ ହୋଇଯାଇଛି। ପ୍ରାଧିକରଣ ସଭାପତି ତଥା ଜିଲା ଓ ଦାୟରା ଜଜ୍ ଶ୍ରୀ ଅମିତ କୁମାର ପ୍ରମୁଖ ଅତିଥି ଭାବେ ଯୋଗ ଦେଇ ଶିଶୁ ସୁରକ୍ଷା ଆଇନ, ଗର୍ଭପାତ ଆଇନ, ସୂଚନା ଅଧିକାର ଆଇନ ଓ ବାଲ୍ୟ ବିବାହ ନିରୋଧ ଆଇନ ସମ୍ପର୍କରେ ବିସ୍ତୃତ ଆଲୋକପାତ କରିଥିଲେ। — [6, 230, 370, 351]
magenta-swatch-icon — [88, 2315, 102, 2329]
ad-notice-number: No. 2010 Dtd. 27.06.2016 — [857, 1931, 1017, 1944]
issue-day: ସୋମବାର — [285, 14, 435, 41]
story-body: ମାଲକାନଗିରି,୩।୭(ସ୍.ପ୍ର.)- ଜିଲା କୋରୁକୋଣ୍ଡା ବ୍ଲକ ଅନ୍ତର୍ଗତ ଏକ ବିଦ୍ୟାଳୟର ଶିକ୍ଷକ ହୃଦଘାତରେ ମୃତ୍ୟୁବରଣ କରିଛନ୍ତି। ତାଙ୍କ ବିୟୋଗରେ ଶିକ୍ଷକ ସଂଘ ପକ୍ଷରୁ ଶୋକ ପ୍ରକାଶ କରାଯାଇଛି। — [6, 1825, 186, 1935]
ad-title: GOVERNMENT OF ODISHA — [798, 1848, 1076, 1869]
rally-photo — [6, 548, 566, 848]
color-registration-marks — [60, 2314, 155, 2333]
clinic-phone: 9437138000 — [489, 2091, 595, 2109]
edition-bullet-icon — [900, 44, 922, 66]
table-header: Sl. No — [199, 1009, 228, 1040]
ad-address: Old Station Road, Bhubaneswar-751006 — [801, 1038, 1073, 1052]
ad-title: MARKFED- ODISHA — [812, 1228, 1062, 1254]
story-headline: ଓଷ୍ଟା ନବରଙ୍ଗପୁର ଶାଖା ବୈଠକ — [576, 550, 883, 625]
column-body: ଯେମିତି ଶିଖ କଥାରେ ବୋଲେ ଚାଲିଲେ ଈଶ୍ୱର ମା' ମନରେ ଖୁସି ଆସେ ଏବଂ ପୁଅ ଦୁଃଖ ଦେଲେ ମାଆ ମନ ବିଦାରି ଯାଏ। ଏହି ଢଗଟି ପରିବାର ସମ୍ପର୍କ ବିଷୟରେ କୁହାଯାଏ। — [1141, 487, 1494, 540]
